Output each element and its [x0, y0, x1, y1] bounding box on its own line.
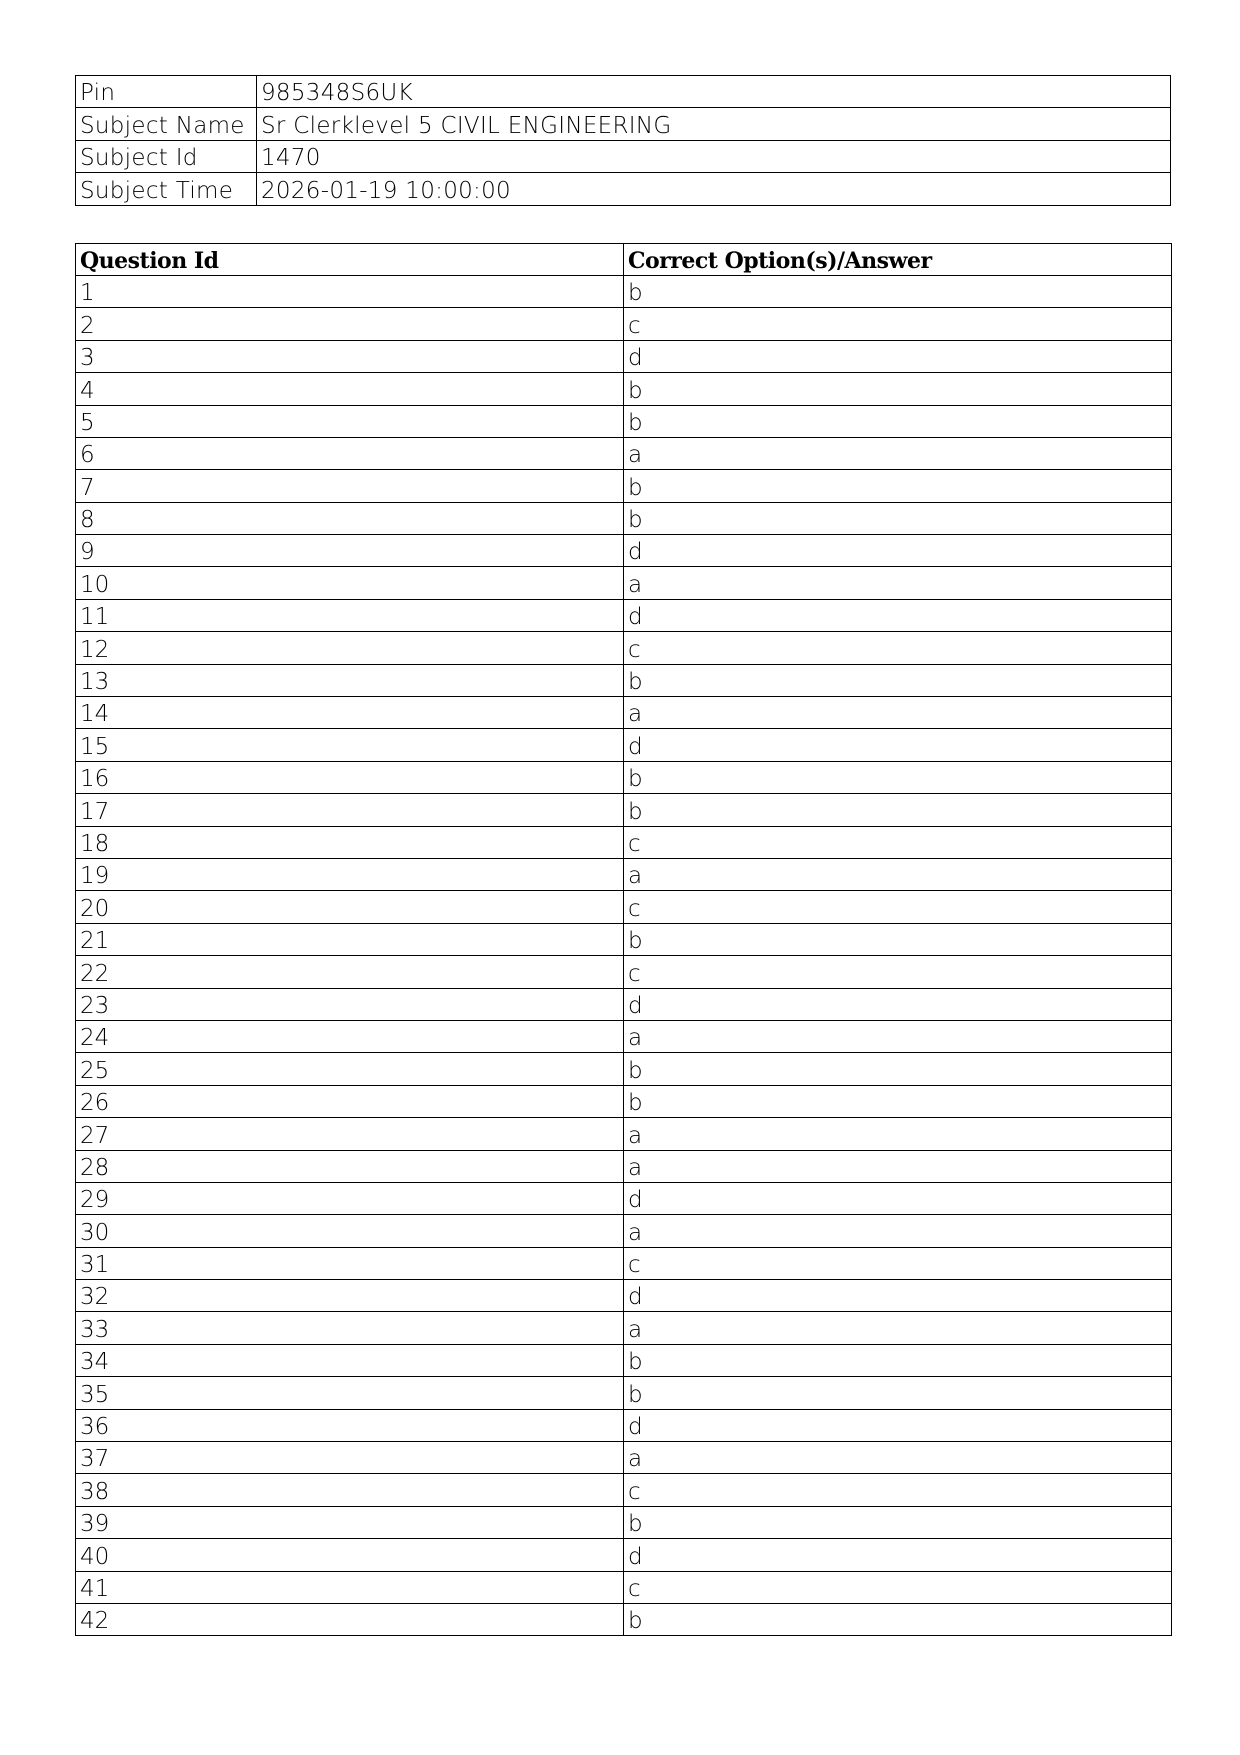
question-id-cell: 8 — [76, 502, 624, 534]
correct-answer-cell: a — [624, 437, 1172, 469]
table-row — [76, 1150, 1172, 1182]
correct-answer-cell: b — [624, 502, 1172, 534]
correct-answer-cell: b — [624, 1053, 1172, 1085]
table-row — [76, 729, 1172, 761]
question-id-cell: 21 — [76, 923, 624, 955]
question-id-cell: 15 — [76, 729, 624, 761]
question-id-header: Question Id — [76, 243, 624, 275]
question-id-cell: 14 — [76, 697, 624, 729]
correct-answer-cell: b — [624, 794, 1172, 826]
question-id-cell: 27 — [76, 1118, 624, 1150]
question-id-cell: 39 — [76, 1506, 624, 1538]
table-row — [76, 405, 1172, 437]
table-row — [76, 664, 1172, 696]
question-id-cell: 35 — [76, 1377, 624, 1409]
question-id-cell: 17 — [76, 794, 624, 826]
table-row — [76, 1215, 1172, 1247]
correct-answer-cell: c — [624, 956, 1172, 988]
correct-answer-cell: a — [624, 1150, 1172, 1182]
info-value: Sr Clerklevel 5 CIVIL ENGINEERING — [257, 108, 1171, 140]
table-row — [76, 1571, 1172, 1603]
correct-answer-cell: d — [624, 1280, 1172, 1312]
table-row — [76, 1053, 1172, 1085]
table-row — [76, 1280, 1172, 1312]
question-id-cell: 25 — [76, 1053, 624, 1085]
question-id-cell: 41 — [76, 1571, 624, 1603]
question-id-cell: 16 — [76, 761, 624, 793]
correct-answer-cell: a — [624, 697, 1172, 729]
correct-answer-cell: b — [624, 664, 1172, 696]
question-id-cell: 34 — [76, 1344, 624, 1376]
table-row — [76, 1442, 1172, 1474]
question-id-cell: 23 — [76, 988, 624, 1020]
table-row — [76, 1409, 1172, 1441]
table-row — [76, 761, 1172, 793]
correct-answer-cell: a — [624, 1020, 1172, 1052]
table-row — [76, 1603, 1172, 1635]
question-id-cell: 19 — [76, 858, 624, 890]
subject-info-table — [75, 75, 1171, 206]
info-key: Subject Time — [76, 173, 257, 205]
table-row — [76, 891, 1172, 923]
question-id-cell: 13 — [76, 664, 624, 696]
correct-answer-cell: d — [624, 1182, 1172, 1214]
table-row — [76, 1182, 1172, 1214]
question-id-cell: 22 — [76, 956, 624, 988]
correct-answer-cell: a — [624, 1118, 1172, 1150]
question-id-cell: 31 — [76, 1247, 624, 1279]
table-row — [76, 437, 1172, 469]
question-id-cell: 12 — [76, 632, 624, 664]
correct-answer-cell: b — [624, 373, 1172, 405]
table-row — [76, 858, 1172, 890]
table-row — [76, 923, 1172, 955]
correct-answer-cell: d — [624, 988, 1172, 1020]
question-id-cell: 37 — [76, 1442, 624, 1474]
table-row — [76, 632, 1172, 664]
table-row — [76, 794, 1172, 826]
question-id-cell: 1 — [76, 275, 624, 307]
answer-key-table — [75, 243, 1172, 1637]
question-id-cell: 20 — [76, 891, 624, 923]
correct-answer-cell: c — [624, 1474, 1172, 1506]
table-row — [76, 373, 1172, 405]
table-row — [76, 308, 1172, 340]
table-row — [76, 1247, 1172, 1279]
correct-answer-cell: d — [624, 729, 1172, 761]
info-row-subject-id — [76, 140, 1171, 172]
info-key: Pin — [76, 76, 257, 108]
question-id-cell: 36 — [76, 1409, 624, 1441]
correct-answer-cell: c — [624, 891, 1172, 923]
question-id-cell: 38 — [76, 1474, 624, 1506]
table-row — [76, 535, 1172, 567]
table-row — [76, 1118, 1172, 1150]
answer-key-page — [75, 75, 1171, 1636]
table-row — [76, 599, 1172, 631]
correct-answer-cell: b — [624, 1377, 1172, 1409]
table-row — [76, 1377, 1172, 1409]
question-id-cell: 10 — [76, 567, 624, 599]
question-id-cell: 5 — [76, 405, 624, 437]
answer-rows — [76, 275, 1172, 1635]
correct-answer-cell: b — [624, 923, 1172, 955]
correct-answer-cell: c — [624, 1571, 1172, 1603]
info-value: 1470 — [257, 140, 1171, 172]
correct-answer-cell: b — [624, 1506, 1172, 1538]
question-id-cell: 7 — [76, 470, 624, 502]
question-id-cell: 33 — [76, 1312, 624, 1344]
correct-answer-cell: c — [624, 308, 1172, 340]
question-id-cell: 9 — [76, 535, 624, 567]
correct-answer-cell: d — [624, 1409, 1172, 1441]
correct-answer-cell: a — [624, 567, 1172, 599]
table-row — [76, 340, 1172, 372]
correct-answer-cell: a — [624, 1215, 1172, 1247]
correct-answer-cell: c — [624, 1247, 1172, 1279]
correct-answer-cell: a — [624, 1442, 1172, 1474]
info-value: 985348S6UK — [257, 76, 1171, 108]
info-key: Subject Id — [76, 140, 257, 172]
table-row — [76, 1539, 1172, 1571]
question-id-cell: 6 — [76, 437, 624, 469]
table-row — [76, 826, 1172, 858]
correct-answer-cell: b — [624, 761, 1172, 793]
question-id-cell: 29 — [76, 1182, 624, 1214]
info-row-subject-name — [76, 108, 1171, 140]
correct-answer-header: Correct Option(s)/Answer — [624, 243, 1172, 275]
table-row — [76, 567, 1172, 599]
table-row — [76, 502, 1172, 534]
table-row — [76, 1312, 1172, 1344]
table-row — [76, 470, 1172, 502]
question-id-cell: 4 — [76, 373, 624, 405]
table-row — [76, 275, 1172, 307]
correct-answer-cell: b — [624, 405, 1172, 437]
table-row — [76, 956, 1172, 988]
correct-answer-cell: a — [624, 858, 1172, 890]
question-id-cell: 11 — [76, 599, 624, 631]
question-id-cell: 32 — [76, 1280, 624, 1312]
answer-header-row — [76, 243, 1172, 275]
question-id-cell: 24 — [76, 1020, 624, 1052]
table-row — [76, 697, 1172, 729]
question-id-cell: 2 — [76, 308, 624, 340]
correct-answer-cell: c — [624, 826, 1172, 858]
table-row — [76, 1474, 1172, 1506]
question-id-cell: 26 — [76, 1085, 624, 1117]
table-row — [76, 988, 1172, 1020]
correct-answer-cell: b — [624, 470, 1172, 502]
correct-answer-cell: c — [624, 632, 1172, 664]
correct-answer-cell: a — [624, 1312, 1172, 1344]
correct-answer-cell: d — [624, 340, 1172, 372]
table-row — [76, 1085, 1172, 1117]
correct-answer-cell: b — [624, 275, 1172, 307]
table-row — [76, 1506, 1172, 1538]
question-id-cell: 30 — [76, 1215, 624, 1247]
info-key: Subject Name — [76, 108, 257, 140]
question-id-cell: 40 — [76, 1539, 624, 1571]
correct-answer-cell: d — [624, 599, 1172, 631]
correct-answer-cell: b — [624, 1085, 1172, 1117]
correct-answer-cell: b — [624, 1603, 1172, 1635]
table-row — [76, 1344, 1172, 1376]
correct-answer-cell: b — [624, 1344, 1172, 1376]
info-row-subject-time — [76, 173, 1171, 205]
question-id-cell: 3 — [76, 340, 624, 372]
info-value: 2026-01-19 10:00:00 — [257, 173, 1171, 205]
correct-answer-cell: d — [624, 1539, 1172, 1571]
correct-answer-cell: d — [624, 535, 1172, 567]
info-row-pin — [76, 76, 1171, 108]
question-id-cell: 28 — [76, 1150, 624, 1182]
table-row — [76, 1020, 1172, 1052]
question-id-cell: 42 — [76, 1603, 624, 1635]
question-id-cell: 18 — [76, 826, 624, 858]
